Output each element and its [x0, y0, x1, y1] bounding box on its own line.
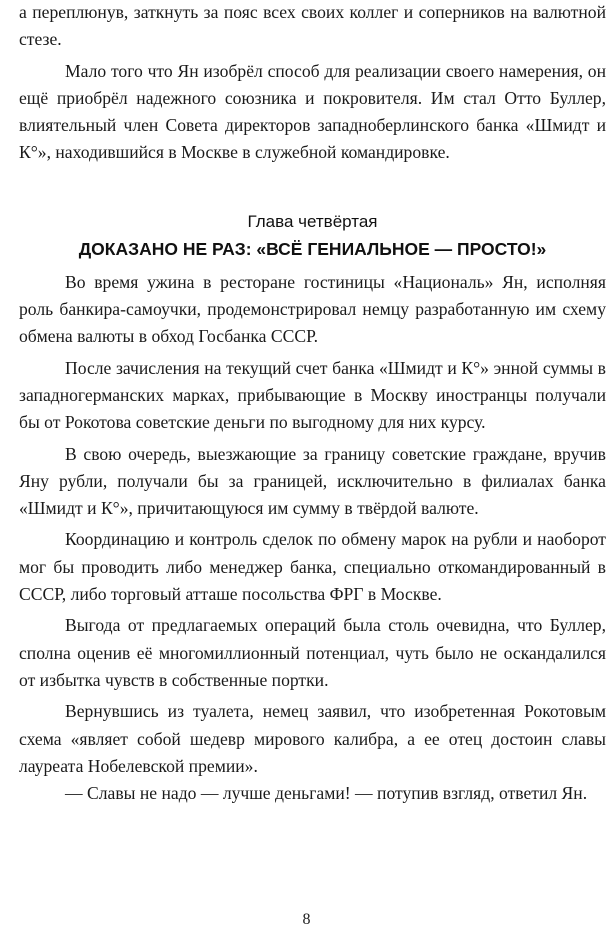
paragraph: Координацию и контроль сделок по обмену марок на рубли и наоборот мог бы проводить либо менеджер банка, специально откомандированный в СССР, либо торговый атташе посольства ФРГ в Москве. — [19, 529, 606, 605]
paragraph: После зачисления на текущий счет банка «Шмидт и К°» энной суммы в западногерманских марках, прибывающие в Москву иностранцы получали бы от Рокотова советские деньги по выгодному для них курсу. — [19, 357, 606, 433]
paragraph: Во время ужина в ресторане гостиницы «Националь» Ян, исполняя роль банкира-самоучки, продемонстрировал немцу разработанную им схему обмена валюты в обход Госбанка СССР. — [19, 271, 606, 347]
chapter-label: Глава четвёртая — [247, 211, 378, 231]
page-number: 8 — [302, 911, 311, 928]
paragraph: Выгода от предлагаемых операций была столь очевидна, что Буллер, сполна оценив её многомиллионный потенциал, чуть было не оскандалился от избытка чувств в собственные портки. — [19, 615, 606, 690]
chapter-title: ДОКАЗАНО НЕ РАЗ: «ВСЁ ГЕНИАЛЬНОЕ — ПРОСТО!» — [78, 238, 547, 259]
paragraph: Вернувшись из туалета, немец заявил, что изобретенная Рокотовым схема «являет собой шедевр мирового калибра, а ее отец достоин славы лауреата Нобелевской премии». — [19, 701, 606, 776]
paragraph: В свою очередь, выезжающие за границу советские граждане, вручив Яну рубли, получали бы за границей, исключительно в филиалах банка «Шмидт и К°», причитающуюся им сумму в твёрдой валюте. — [19, 443, 606, 519]
paragraph-continuation: а переплюнув, заткнуть за пояс всех своих коллег и соперников на валютной стезе. — [19, 2, 606, 50]
paragraph-intro: Мало того что Ян изобрёл способ для реализации своего намерения, он ещё приобрёл надежного союзника и покровителя. Им стал Отто Буллер, влиятельный член Совета директоров западноберлинского банка «Шмидт и К°», находившийся в Москве в служебной командировке. — [19, 60, 606, 163]
paragraph: — Славы не надо — лучше деньгами! — потупив взгляд, ответил Ян. — [65, 783, 588, 804]
